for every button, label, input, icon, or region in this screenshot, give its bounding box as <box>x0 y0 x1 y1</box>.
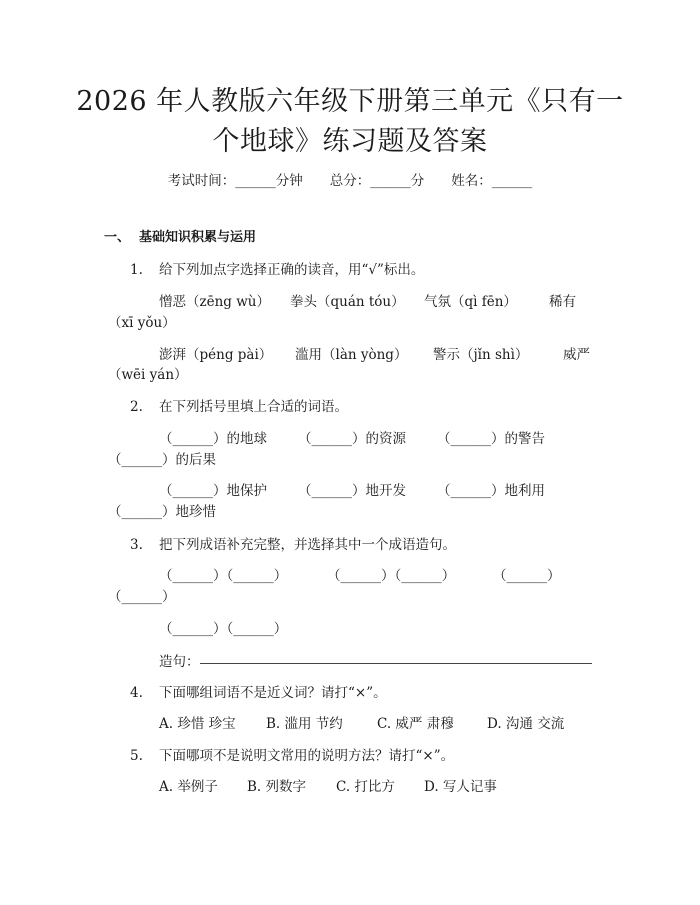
pinyin-item: 滥用（làn yòng） <box>295 347 408 363</box>
idiom-blank-pair[interactable]: （______）（______） <box>159 568 288 584</box>
question-text: 下面哪组词语不是近义词？请打“×”。 <box>159 685 387 701</box>
idiom-blank[interactable]: （______） <box>493 568 561 584</box>
pinyin-item: 拳头（quán tóu） <box>290 294 405 310</box>
exam-info: 考试时间：______分钟 总分：______分 姓名：______ <box>167 173 533 189</box>
section-title: 基础知识积累与运用 <box>139 230 257 245</box>
fill-blank-item[interactable]: （______）地保护 <box>159 483 267 499</box>
option-d[interactable]: D. 沟通 交流 <box>487 716 565 732</box>
sentence-label: 造句： <box>159 654 200 670</box>
question-text: 给下列加点字选择正确的读音，用“√”标出。 <box>159 262 425 278</box>
fill-blank-item[interactable]: （______）地开发 <box>298 483 406 499</box>
idiom-blank[interactable]: （______） <box>108 589 176 605</box>
pinyin-item: 澎湃（péng pài） <box>159 347 273 363</box>
question-text: 下面哪项不是说明文常用的说明方法？请打“×”。 <box>159 748 455 764</box>
option-b[interactable]: B. 滥用 节约 <box>266 716 343 732</box>
question-number: 4. <box>130 685 143 701</box>
idiom-blank-pair[interactable]: （______）（______） <box>327 568 456 584</box>
document-title-line-1: 2026 年人教版六年级下册第三单元《只有一 <box>76 86 624 117</box>
option-b[interactable]: B. 列数字 <box>247 779 307 795</box>
question-number: 3. <box>130 537 143 553</box>
pinyin-item: 气氛（qì fēn） <box>424 294 517 310</box>
document-title-line-2: 个地球》练习题及答案 <box>212 126 488 157</box>
option-d[interactable]: D. 写人记事 <box>424 779 497 795</box>
fill-blank-item[interactable]: （______）的资源 <box>298 431 406 447</box>
pinyin-item: 威严 <box>563 347 590 363</box>
option-a[interactable]: A. 珍惜 珍宝 <box>159 716 236 732</box>
fill-blank-item[interactable]: （______）地利用 <box>437 483 545 499</box>
fill-blank-item[interactable]: （______）的地球 <box>159 431 267 447</box>
fill-blank-item[interactable]: （______）的后果 <box>108 452 216 468</box>
pinyin-item: 警示（jǐn shì） <box>433 347 529 363</box>
question-number: 2. <box>130 399 143 415</box>
fill-blank-item[interactable]: （______）的警告 <box>437 431 545 447</box>
question-number: 5. <box>130 748 143 764</box>
question-text: 把下列成语补充完整，并选择其中一个成语造句。 <box>159 537 456 553</box>
option-a[interactable]: A. 举例子 <box>159 779 218 795</box>
option-c[interactable]: C. 威严 肃穆 <box>377 716 454 732</box>
section-number: 一、 <box>104 230 131 245</box>
pinyin-item: 憎恶（zēng wù） <box>159 294 270 310</box>
sentence-answer-line[interactable] <box>200 663 592 664</box>
pinyin-item-wrap: （xī yǒu） <box>108 315 176 331</box>
idiom-blank-pair[interactable]: （______）（______） <box>159 621 288 637</box>
pinyin-item: 稀有 <box>549 294 576 310</box>
pinyin-item-wrap: （wēi yán） <box>108 367 188 383</box>
fill-blank-item[interactable]: （______）地珍惜 <box>108 504 216 520</box>
option-c[interactable]: C. 打比方 <box>336 779 395 795</box>
question-text: 在下列括号里填上合适的词语。 <box>159 399 348 415</box>
question-number: 1. <box>130 262 143 278</box>
